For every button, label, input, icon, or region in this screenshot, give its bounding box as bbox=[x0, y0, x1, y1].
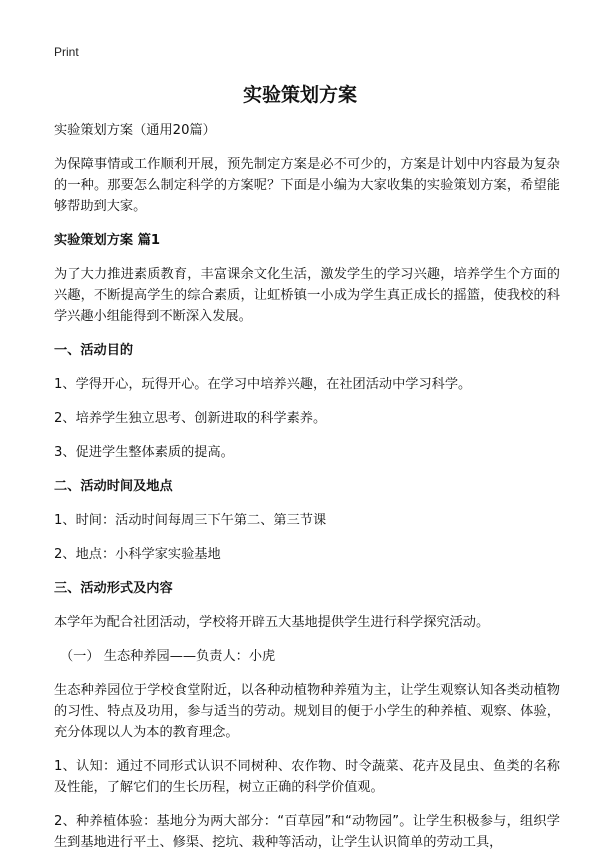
goal-item: 1、学得开心，玩得开心。在学习中培养兴趣，在社团活动中学习科学。 bbox=[54, 377, 472, 392]
print-link[interactable]: Print bbox=[54, 45, 79, 59]
heading-form-content: 三、活动形式及内容 bbox=[54, 581, 173, 596]
garden-heading: （一） 生态种养园——负责人：小虎 bbox=[60, 649, 276, 664]
garden-description: 生态种养园位于学校食堂附近，以各种动植物种养殖为主，让学生观察认知各类动植物的习性、特点及功用，参与适当的劳动。规划目的便于小学生的种养植、观察、体验，充分体现以人为本的教育理念。 bbox=[54, 683, 560, 740]
section-intro-paragraph: 为了大力推进素质教育，丰富课余文化生活，激发学生的学习兴趣，培养学生个方面的兴趣，不断提高学生的综合素质，让虹桥镇一小成为学生真正成长的摇篮，使我校的科学兴趣小组能得到不断深入发展。 bbox=[54, 267, 560, 324]
document-title: 实验策划方案 bbox=[242, 84, 357, 106]
list-item: 1、认知：通过不同形式认识不同树种、农作物、时令蔬菜、花卉及昆虫、鱼类的名称及性能，了解它们的生长历程，树立正确的科学价值观。 bbox=[54, 759, 560, 795]
heading-goals: 一、活动目的 bbox=[54, 343, 134, 358]
section-heading: 实验策划方案 篇1 bbox=[54, 233, 161, 248]
document-subtitle: 实验策划方案（通用20篇） bbox=[54, 123, 216, 138]
goal-item: 3、促进学生整体素质的提高。 bbox=[54, 445, 234, 460]
intro-paragraph: 为保障事情或工作顺利开展，预先制定方案是必不可少的，方案是计划中内容最为复杂的一种。那要怎么制定科学的方案呢？下面是小编为大家收集的实验策划方案，希望能够帮助到大家。 bbox=[54, 157, 560, 214]
time-item: 1、时间：活动时间每周三下午第二、第三节课 bbox=[54, 513, 327, 528]
form-intro-paragraph: 本学年为配合社团活动，学校将开辟五大基地提供学生进行科学探究活动。 bbox=[54, 615, 490, 630]
list-item: 2、种养植体验：基地分为两大部分：“百草园”和“动物园”。让学生积极参与，组织学生到基地进行平土、修渠、挖坑、栽种等活动，让学生认识简单的劳动工具， bbox=[54, 814, 560, 850]
document-body bbox=[54, 120, 560, 866]
heading-time-place: 二、活动时间及地点 bbox=[54, 479, 173, 494]
goal-item: 2、培养学生独立思考、创新进取的科学素养。 bbox=[54, 411, 327, 426]
place-item: 2、地点：小科学家实验基地 bbox=[54, 547, 221, 562]
